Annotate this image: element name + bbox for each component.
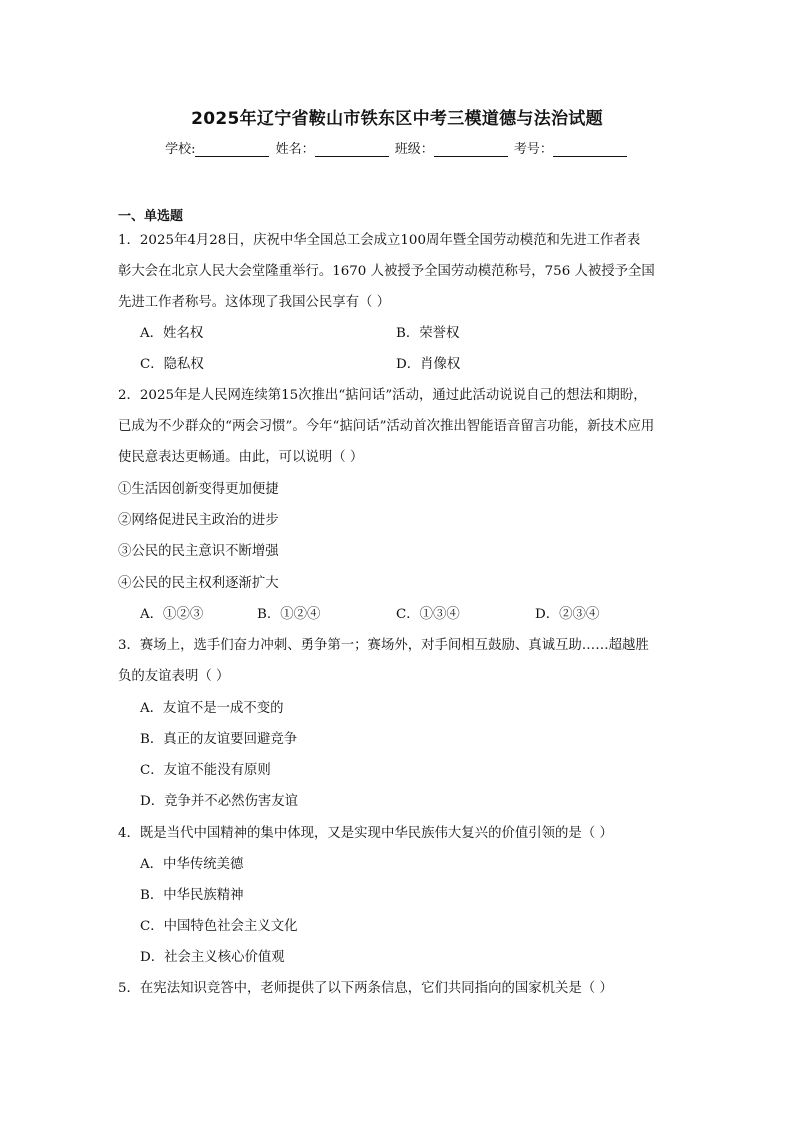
q2-option-d[interactable]: D．②③④ xyxy=(535,607,600,622)
exam-no-blank[interactable] xyxy=(553,143,627,157)
q5-line-1: 5．在宪法知识竞答中，老师提供了以下两条信息，它们共同指向的国家机关是（ ） xyxy=(118,981,613,996)
q3-option-a[interactable]: A．友谊不是一成不变的 xyxy=(140,701,284,716)
name-blank[interactable] xyxy=(315,143,389,157)
q2-statement-4: ④公民的民主权利逐渐扩大 xyxy=(118,576,279,591)
q1-line-2: 彰大会在北京人民大会堂隆重举行。1670 人被授予全国劳动模范称号，756 人被授予全国 xyxy=(118,264,655,279)
q4-option-d[interactable]: D．社会主义核心价值观 xyxy=(140,950,285,965)
q3-line-2: 负的友谊表明（ ） xyxy=(118,669,230,684)
name-label: 姓名： xyxy=(275,142,315,157)
school-label: 学校: xyxy=(165,142,196,157)
q2-statement-2: ②网络促进民主政治的进步 xyxy=(118,513,279,528)
student-info-row xyxy=(0,138,794,157)
school-blank[interactable] xyxy=(195,143,269,157)
page-title: 2025年辽宁省鞍山市铁东区中考三模道德与法治试题 xyxy=(191,109,603,129)
section-heading: 一、单选题 xyxy=(118,209,184,224)
exam-no-label: 考号： xyxy=(513,142,553,157)
q3-line-1: 3．赛场上，选手们奋力冲刺、勇争第一；赛场外，对手间相互鼓励、真诚互助……超越胜 xyxy=(118,638,649,653)
q1-option-c[interactable]: C．隐私权 xyxy=(140,357,204,372)
q2-statement-1: ①生活因创新变得更加便捷 xyxy=(118,482,279,497)
q4-option-c[interactable]: C．中国特色社会主义文化 xyxy=(140,919,298,934)
q2-option-a[interactable]: A．①②③ xyxy=(140,607,204,622)
q3-option-b[interactable]: B．真正的友谊要回避竞争 xyxy=(140,732,298,747)
q2-statement-3: ③公民的民主意识不断增强 xyxy=(118,544,279,559)
q4-line-1: 4．既是当代中国精神的集中体现，又是实现中华民族伟大复兴的价值引领的是（ ） xyxy=(118,826,613,841)
q4-option-b[interactable]: B．中华民族精神 xyxy=(140,888,244,903)
q2-line-2: 已成为不少群众的“两会习惯”。今年“掂问话”活动首次推出智能语音留言功能，新技术应用 xyxy=(118,419,655,434)
q2-option-c[interactable]: C．①③④ xyxy=(396,607,460,622)
q1-line-3: 先进工作者称号。这体现了我国公民享有（ ） xyxy=(118,295,391,310)
q2-line-3: 使民意表达更畅通。由此，可以说明（ ） xyxy=(118,450,364,465)
q2-option-b[interactable]: B．①②④ xyxy=(257,607,321,622)
q3-option-c[interactable]: C．友谊不能没有原则 xyxy=(140,763,271,778)
class-label: 班级： xyxy=(394,142,434,157)
q1-line-1: 1．2025年4月28日，庆祝中华全国总工会成立100周年暨全国劳动模范和先进工作者表 xyxy=(118,233,641,248)
class-blank[interactable] xyxy=(434,143,508,157)
q3-option-d[interactable]: D．竞争并不必然伤害友谊 xyxy=(140,794,299,809)
q1-option-b[interactable]: B．荣誉权 xyxy=(396,326,460,341)
q4-option-a[interactable]: A．中华传统美德 xyxy=(140,857,244,872)
q1-option-a[interactable]: A．姓名权 xyxy=(140,326,204,341)
q2-line-1: 2．2025年是人民网连续第15次推出“掂问话”活动，通过此活动说说自己的想法和期盼， xyxy=(118,388,647,403)
q1-option-d[interactable]: D．肖像权 xyxy=(396,357,461,372)
